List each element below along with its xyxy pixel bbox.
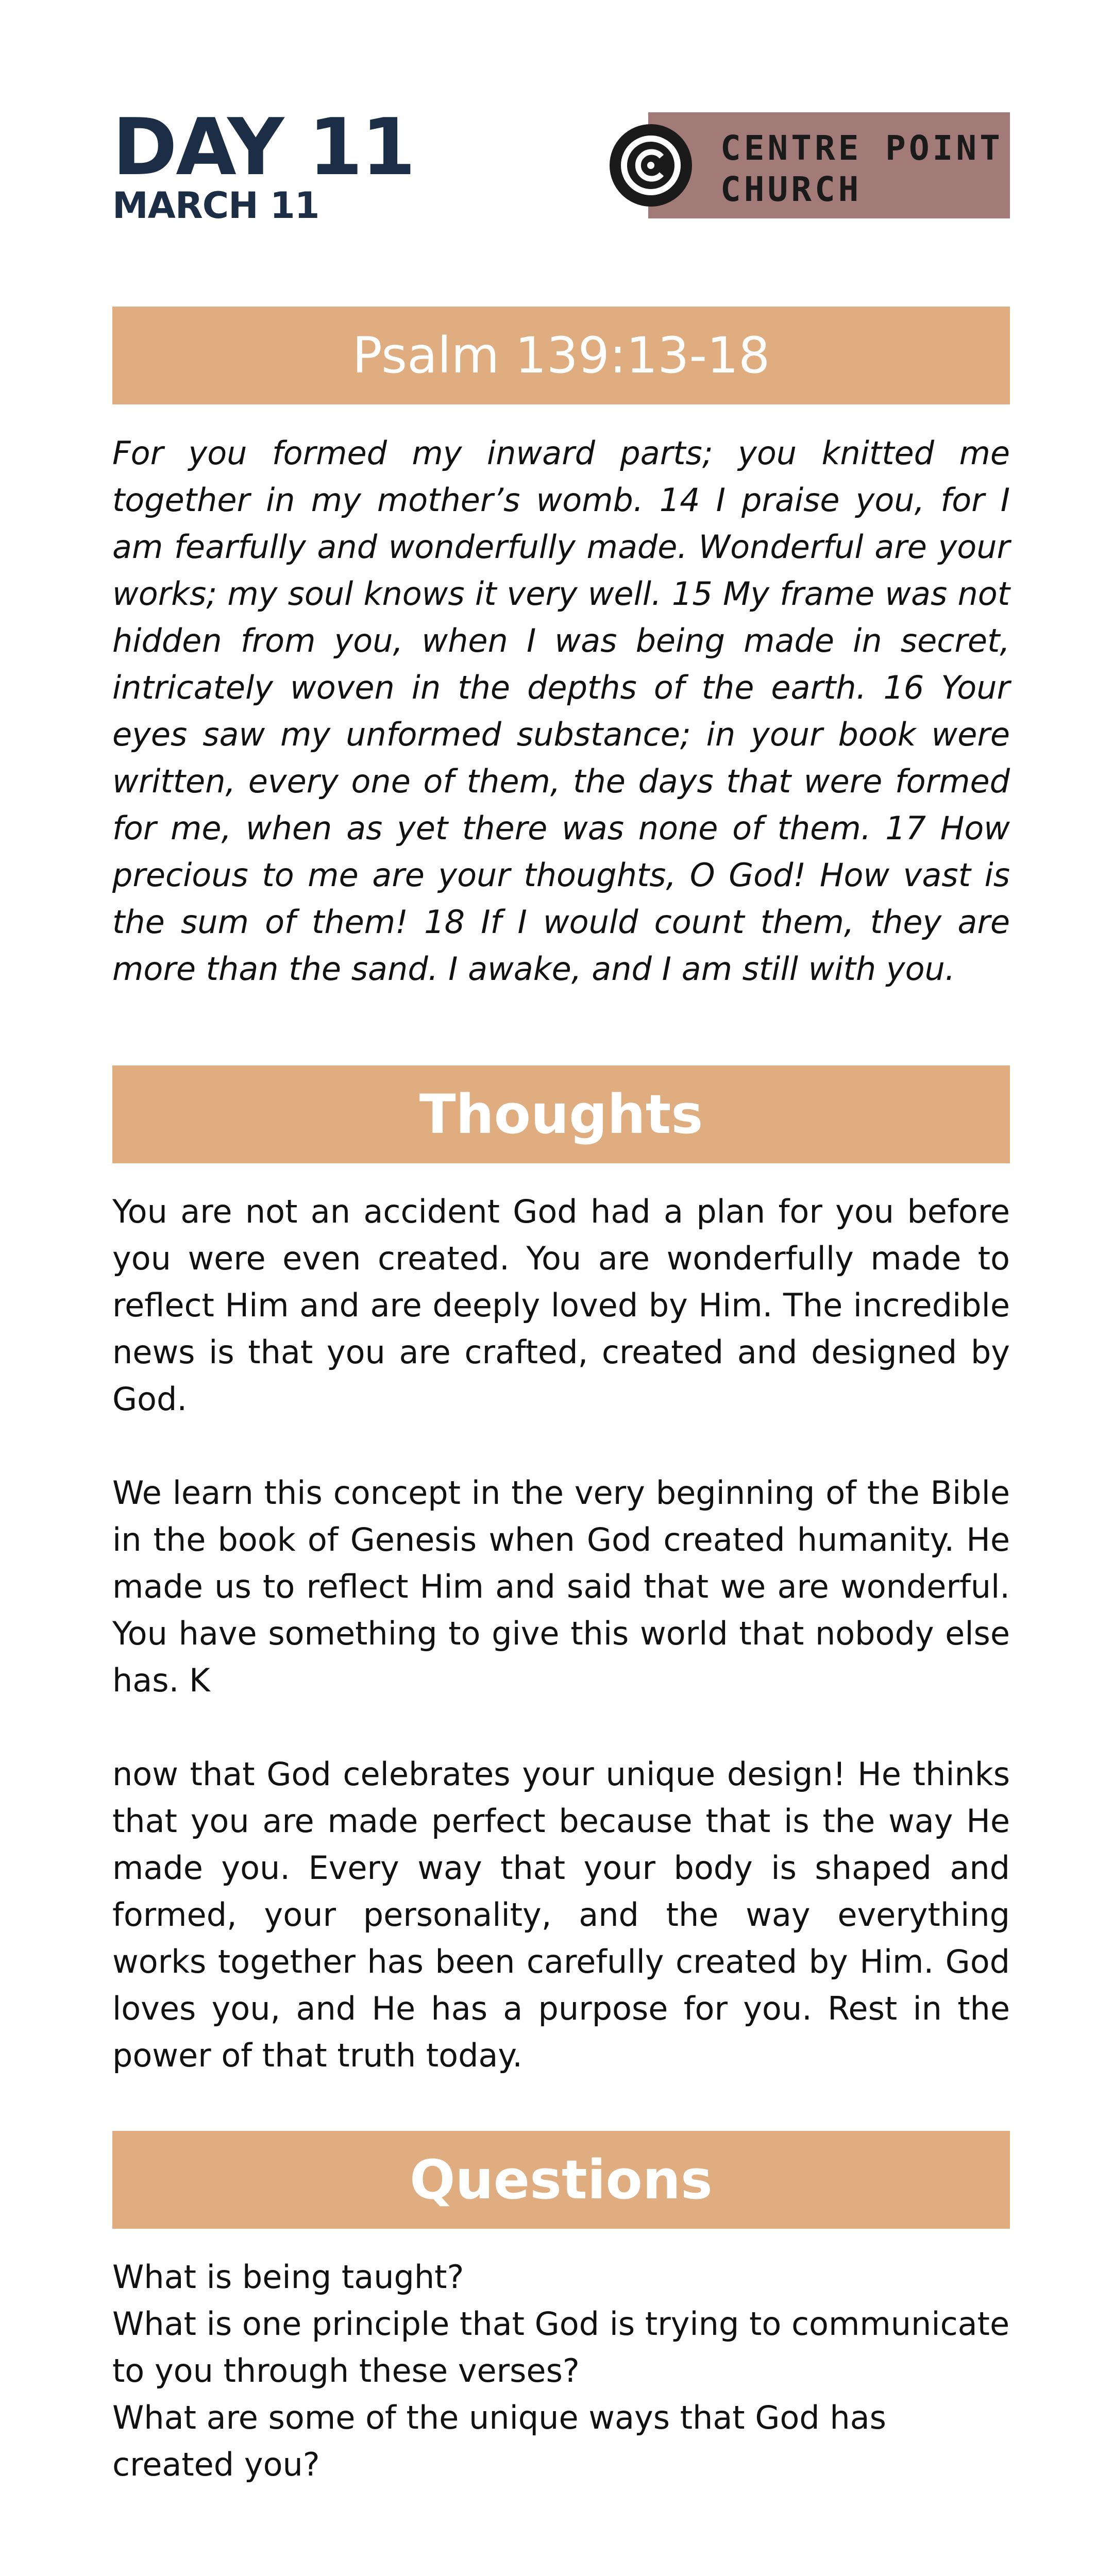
questions-heading-banner	[112, 2131, 1010, 2229]
thoughts-paragraph: now that God celebrates your unique design! He thinks that you are made perfect because that is the way He made you. Every way that your body is shaped and formed, your personality, and the way everything works together has been carefully created by Him. God loves you, and He has a purpose for you. Rest in the power of that truth today.	[112, 1755, 1010, 2074]
thoughts-paragraph: We learn this concept in the very beginning of the Bible in the book of Genesis when God created humanity. He made us to reflect Him and said that we are wonderful. You have something to give this world that nobody else has. K	[112, 1474, 1010, 1699]
questions-heading: Questions	[410, 2148, 713, 2211]
logo-line-2: CHURCH	[720, 170, 862, 209]
logo-line-1: CENTRE POINT	[720, 128, 1003, 168]
logo-wordmark	[720, 128, 1003, 210]
day-date: MARCH 11	[112, 184, 319, 227]
question-item: What are some of the unique ways that God has created you?	[112, 2399, 886, 2483]
day-title: DAY 11	[112, 101, 414, 193]
questions-list	[112, 2253, 1010, 2488]
thoughts-body	[112, 1188, 1010, 2126]
church-c-circle-icon	[608, 123, 694, 208]
question-item: What is one principle that God is trying to communicate to you through these verses?	[112, 2305, 1010, 2389]
thoughts-heading-banner	[112, 1065, 1010, 1163]
scripture-heading: Psalm 139:13-18	[352, 327, 770, 384]
thoughts-heading: Thoughts	[419, 1083, 703, 1146]
scripture-heading-banner	[112, 307, 1010, 404]
church-logo	[608, 112, 1010, 218]
page-header	[0, 0, 1113, 268]
thoughts-paragraph: You are not an accident God had a plan for you before you were even created. You are wonderfully made to reflect Him and are deeply loved by Him. The incredible news is that you are crafted, created and designed by God.	[112, 1193, 1010, 1418]
question-item: What is being taught?	[112, 2258, 464, 2296]
scripture-text: For you formed my inward parts; you knitted me together in my mother’s womb. 14 I praise you, for I am fearfully and wonderfully made. Wonderful are your works; my soul knows it very well. 15 My frame was not hidden from you, when I was being made in secret, intricately woven in the depths of the earth. 16 Your eyes saw my unformed substance; in your book were written, every one of them, the days that were formed for me, when as yet there was none of them. 17 How precious to me are your thoughts, O God! How vast is the sum of them! 18 If I would count them, they are more than the sand. I awake, and I am still with you.	[112, 434, 1010, 988]
